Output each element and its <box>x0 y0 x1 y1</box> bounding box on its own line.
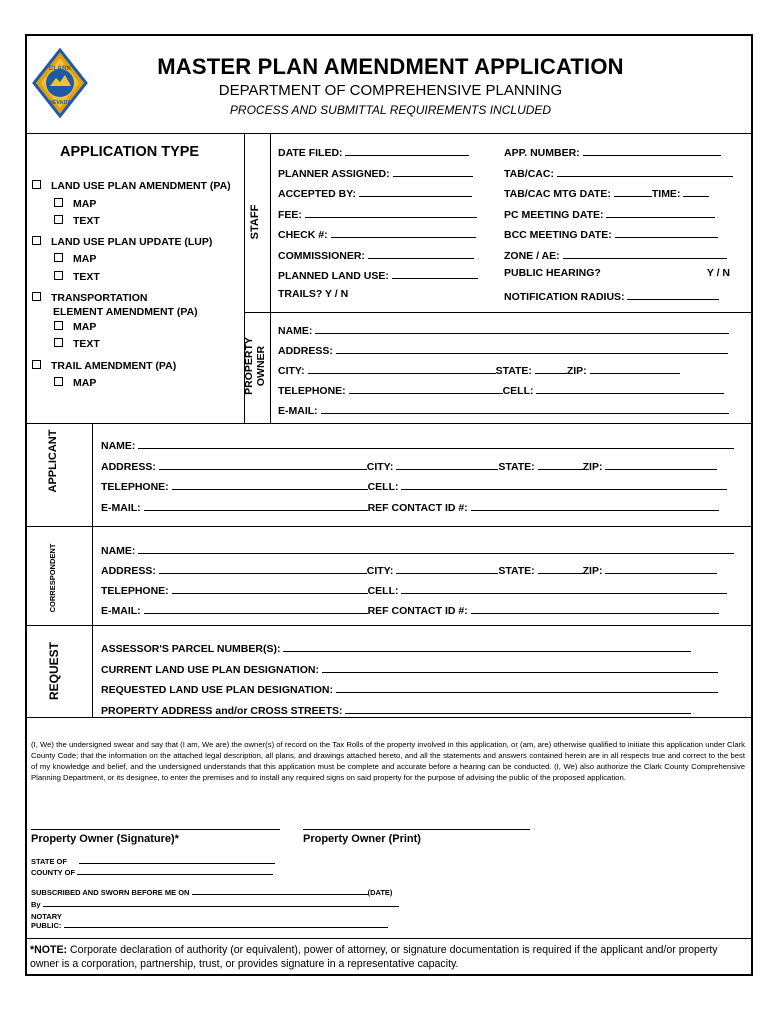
footnote: *NOTE: Corporate declaration of authority (or equivalent), power of attorney, or signature documentation is required if the applicant and/or property owner is a corporation, partnership, trust, or provides signature in a representative capacity. <box>30 944 718 970</box>
transportation-label-2: ELEMENT AMENDMENT (PA) <box>53 305 198 318</box>
fee-field[interactable]: FEE: <box>278 206 478 227</box>
app-number-field[interactable]: APP. NUMBER: <box>504 144 733 165</box>
applicant-address-city-field[interactable]: ADDRESS: CITY: STATE: ZIP: <box>101 458 734 479</box>
owner-name-field[interactable]: NAME: <box>278 322 729 342</box>
checkbox-trail-amendment[interactable]: TRAIL AMENDMENT (PA) <box>32 358 231 376</box>
property-owner-section-label: PROPERTY OWNER <box>243 337 267 395</box>
staff-section-label: STAFF <box>249 204 261 240</box>
check-field[interactable]: CHECK #: <box>278 226 478 247</box>
correspondent-name-field[interactable]: NAME: <box>101 542 734 562</box>
checkbox-icon[interactable] <box>32 360 41 369</box>
owner-address-field[interactable]: ADDRESS: <box>278 342 729 362</box>
form-title: MASTER PLAN AMENDMENT APPLICATION <box>157 54 624 79</box>
checkbox-icon[interactable] <box>32 292 41 301</box>
trails-field[interactable]: TRAILS? Y / N <box>278 287 349 300</box>
checkbox-pa-map[interactable]: MAP <box>32 196 231 214</box>
property-address-field[interactable]: PROPERTY ADDRESS and/or CROSS STREETS: <box>101 702 718 723</box>
zone-ae-field[interactable]: ZONE / AE: <box>504 247 733 268</box>
checkbox-lup-map[interactable]: MAP <box>32 251 231 269</box>
checkbox-icon[interactable] <box>32 180 41 189</box>
correspondent-telephone-cell-field[interactable]: TELEPHONE: CELL: <box>101 582 734 602</box>
notary-public-field[interactable]: PUBLIC: <box>31 921 399 930</box>
svg-text:NEVADA: NEVADA <box>48 100 72 106</box>
svg-text:CLARK: CLARK <box>48 65 72 72</box>
requested-designation-field[interactable]: REQUESTED LAND USE PLAN DESIGNATION: <box>101 681 718 702</box>
applicant-name-field[interactable]: NAME: <box>101 437 734 458</box>
checkbox-lup-text[interactable]: TEXT <box>32 269 231 287</box>
correspondent-address-city-field[interactable]: ADDRESS: CITY: STATE: ZIP: <box>101 562 734 582</box>
owner-city-state-zip-field[interactable]: CITY: STATE: ZIP: <box>278 362 729 382</box>
commissioner-field[interactable]: COMMISSIONER: <box>278 247 478 268</box>
form-subtitle: PROCESS AND SUBMITTAL REQUIREMENTS INCLUDED <box>229 103 552 117</box>
owner-print-label[interactable]: Property Owner (Print) <box>303 833 421 845</box>
applicant-section-label: APPLICANT <box>47 429 59 493</box>
checkbox-transportation-element[interactable]: TRANSPORTATION <box>32 291 231 305</box>
checkbox-land-use-plan-update[interactable]: LAND USE PLAN UPDATE (LUP) <box>32 234 231 252</box>
planner-assigned-field[interactable]: PLANNER ASSIGNED: <box>278 165 478 186</box>
planned-land-use-field[interactable]: PLANNED LAND USE: <box>278 267 478 288</box>
pc-meeting-date-field[interactable]: PC MEETING DATE: <box>504 206 733 227</box>
checkbox-icon[interactable] <box>54 321 63 330</box>
owner-signature-label[interactable]: Property Owner (Signature)* <box>31 833 179 845</box>
applicant-telephone-cell-field[interactable]: TELEPHONE: CELL: <box>101 478 734 499</box>
by-field[interactable]: By <box>31 898 399 912</box>
state-of-field[interactable]: STATE OF <box>31 855 399 866</box>
checkbox-icon[interactable] <box>54 215 63 224</box>
checkbox-transport-text[interactable]: TEXT <box>32 336 231 354</box>
checkbox-trail-map[interactable]: MAP <box>32 375 231 393</box>
checkbox-icon[interactable] <box>32 236 41 245</box>
checkbox-icon[interactable] <box>54 198 63 207</box>
checkbox-icon[interactable] <box>54 253 63 262</box>
owner-email-field[interactable]: E-MAIL: <box>278 402 729 422</box>
oath-paragraph: (I, We) the undersigned swear and say that (I am, We are) the owner(s) of record on the Tax Rolls of the property involved in this application, or (am, are) otherwise qualified to initiate this application under Clark County Code; that the information on the attached legal description, all plans, and drawings attached hereto, and all the statements and answers contained herein are in all respects true and correct to the best of my knowledge and belief, and the undersigned understands that this application must be complete and accurate before a hearing can be conducted. (I, We) also authorize the Clark County Comprehensive Planning Department, or its designee, to enter the premises and to install any required signs on said property for the purpose of advising the public of the proposed application. <box>31 740 745 782</box>
bcc-meeting-date-field[interactable]: BCC MEETING DATE: <box>504 226 733 247</box>
current-designation-field[interactable]: CURRENT LAND USE PLAN DESIGNATION: <box>101 661 718 682</box>
correspondent-section-label: CORRESPONDENT <box>48 543 57 613</box>
accepted-by-field[interactable]: ACCEPTED BY: <box>278 185 478 206</box>
tab-cac-field[interactable]: TAB/CAC: <box>504 165 733 186</box>
county-of-field[interactable]: COUNTY OF <box>31 866 399 886</box>
clark-county-logo <box>32 48 88 118</box>
application-type-heading: APPLICATION TYPE <box>60 144 200 160</box>
notification-radius-field[interactable]: NOTIFICATION RADIUS: <box>504 288 733 309</box>
public-hearing-field[interactable]: PUBLIC HEARING? Y / N <box>504 267 730 279</box>
owner-telephone-cell-field[interactable]: TELEPHONE: CELL: <box>278 382 729 402</box>
subscribed-field[interactable]: SUBSCRIBED AND SWORN BEFORE ME ON (DATE) <box>31 888 393 897</box>
request-section-label: REQUEST <box>47 642 61 701</box>
applicant-email-ref-field[interactable]: E-MAIL: REF CONTACT ID #: <box>101 499 734 520</box>
checkbox-transport-map[interactable]: MAP <box>32 319 231 337</box>
checkbox-pa-text[interactable]: TEXT <box>32 213 231 231</box>
checkbox-icon[interactable] <box>54 271 63 280</box>
parcel-number-field[interactable]: ASSESSOR'S PARCEL NUMBER(S): <box>101 640 718 661</box>
checkbox-icon[interactable] <box>54 338 63 347</box>
date-filed-field[interactable]: DATE FILED: <box>278 144 478 165</box>
notary-label: NOTARY <box>31 912 62 921</box>
correspondent-email-ref-field[interactable]: E-MAIL: REF CONTACT ID #: <box>101 602 734 622</box>
department-name: DEPARTMENT OF COMPREHENSIVE PLANNING <box>218 82 563 99</box>
checkbox-land-use-plan-amendment[interactable]: LAND USE PLAN AMENDMENT (PA) <box>32 178 231 196</box>
tab-cac-mtg-field[interactable]: TAB/CAC MTG DATE: TIME: <box>504 185 733 206</box>
checkbox-icon[interactable] <box>54 377 63 386</box>
